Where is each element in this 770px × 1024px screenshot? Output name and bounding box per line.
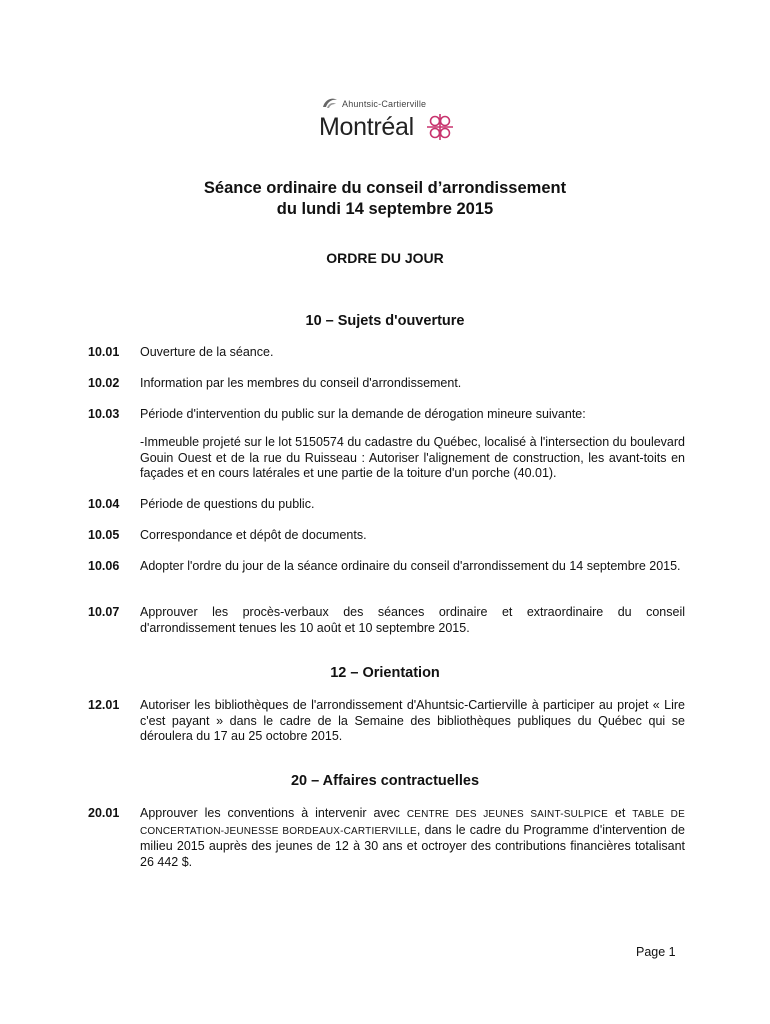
text-and: et	[614, 806, 626, 820]
item-text: Approuver les procès-verbaux des séances ordinaire et extraordinaire du conseil d'arrondissement tenues les 10 août et 10 septembre 2015.	[140, 605, 685, 635]
item-number: 10.03	[88, 407, 120, 421]
item-number: 12.01	[88, 698, 120, 712]
logo-city: Montréal	[319, 113, 414, 141]
section-heading-10: 10 – Sujets d'ouverture	[305, 313, 465, 329]
item-text: Information par les membres du conseil d'arrondissement.	[140, 376, 462, 390]
swirl-icon	[321, 96, 339, 110]
organization-name: CENTRE DES JEUNES SAINT-SULPICE	[406, 809, 608, 820]
item-text: Ouverture de la séance.	[140, 345, 274, 359]
page-number: Page 1	[636, 945, 676, 959]
item-text: Autoriser les bibliothèques de l'arrondissement d'Ahuntsic-Cartierville à participer au projet « Lire c'est payant » dans le cadre de la Semaine des bibliothèques publiques du Québec qui se déroulera du 17 au 25 octobre 2015.	[140, 698, 685, 743]
item-number: 10.04	[88, 497, 120, 511]
item-number: 10.06	[88, 559, 120, 573]
text-before: Approuver les conventions à intervenir avec	[140, 806, 400, 820]
item-text: Correspondance et dépôt de documents.	[140, 528, 367, 542]
section-heading-12: 12 – Orientation	[330, 665, 440, 681]
agenda-label: ORDRE DU JOUR	[326, 250, 444, 266]
montreal-rosette-icon	[426, 112, 454, 142]
item-number: 10.05	[88, 528, 120, 542]
item-text	[140, 806, 685, 870]
text-after: , dans le cadre du Programme d'intervention de milieu 2015 auprès des jeunes de 12 à 30 ans et octroyer des contributions financières totalisant 26 442 $.	[140, 822, 686, 869]
item-number: 20.01	[88, 806, 120, 820]
section-heading-20: 20 – Affaires contractuelles	[290, 773, 480, 789]
organization-name: TABLE DE CONCERTATION-JEUNESSE BORDEAUX-CARTIERVILLE	[140, 809, 685, 837]
meeting-title: Séance ordinaire du conseil d’arrondissement	[203, 179, 567, 197]
item-number: 10.02	[88, 376, 120, 390]
item-text: Adopter l'ordre du jour de la séance ordinaire du conseil d'arrondissement du 14 septembre 2015.	[140, 559, 681, 573]
logo-district: Ahuntsic-Cartierville	[342, 99, 427, 109]
montreal-logo	[318, 95, 458, 147]
meeting-date: du lundi 14 septembre 2015	[276, 200, 494, 218]
item-text: Période d'intervention du public sur la demande de dérogation mineure suivante:	[140, 407, 586, 421]
item-text: Période de questions du public.	[140, 497, 315, 511]
item-number: 10.07	[88, 605, 120, 619]
item-detail: -Immeuble projeté sur le lot 5150574 du cadastre du Québec, localisé à l'intersection du boulevard Gouin Ouest et de la rue du Ruisseau : Autoriser l'alignement de construction, les avant-toits en façades et en cours latérales et une partie de la toiture d'un porche (40.01).	[140, 435, 685, 480]
item-number: 10.01	[88, 345, 120, 359]
